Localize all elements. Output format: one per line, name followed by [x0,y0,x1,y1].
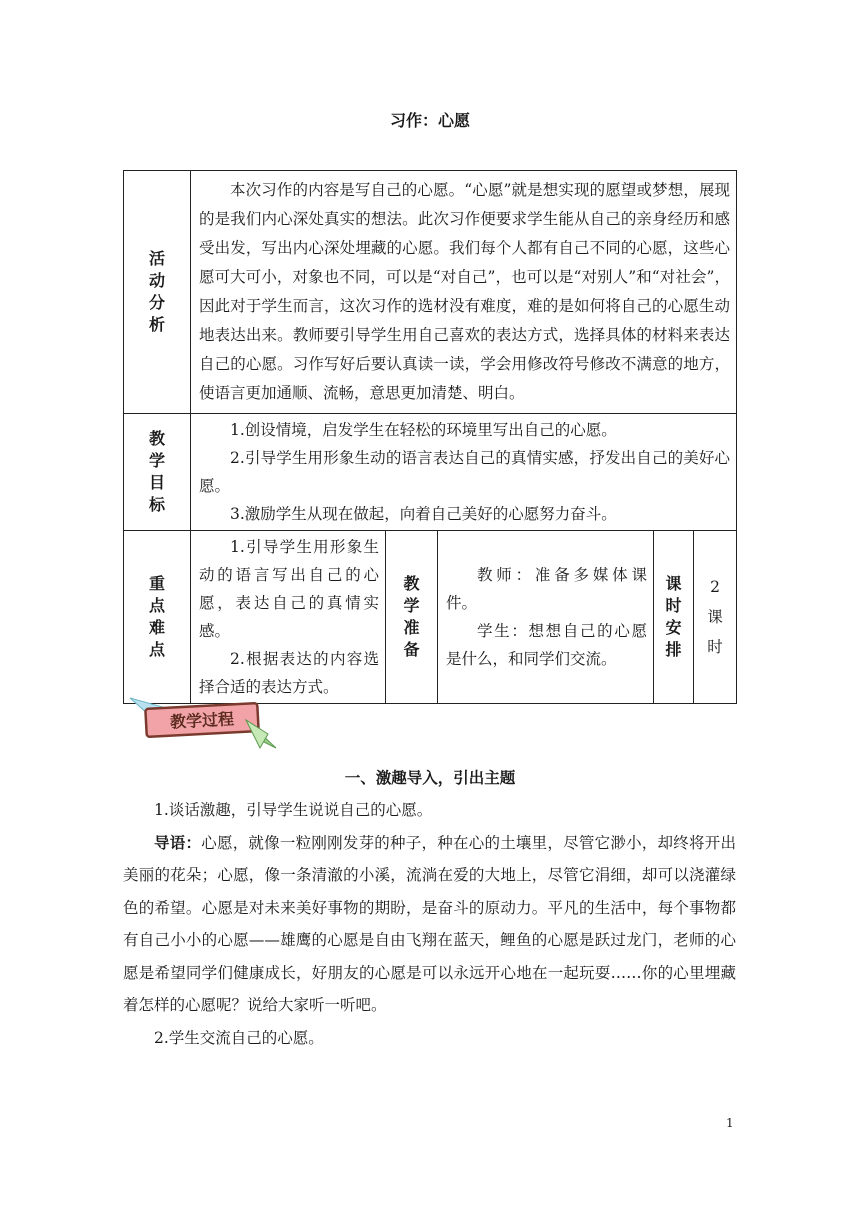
paragraph: 导语：心愿，就像一粒刚刚发芽的种子，种在心的土壤里，尽管它渺小，却终将开出美丽的花朵；心愿，像一条清澈的小溪，流淌在爱的大地上，尽管它涓细，却可以浇灌绿色的希望。心愿是对未来美好事物的期盼，是奋斗的原动力。平凡的生活中，每个事物都有自己小小的心愿——雄鹰的心愿是自由飞翔在蓝天，鲤鱼的心愿是跃过龙门，老师的心愿是希望同学们健康成长，好朋友的心愿是可以永远开心地在一起玩耍……你的心里埋藏着怎样的心愿呢？说给大家听一听吧。 [123,833,736,1014]
lesson-plan-table [123,170,737,704]
schedule-label: 课 时 安 排 [654,531,694,704]
schedule-value: 2 课 时 [694,531,737,704]
key-point-item: 2.根据表达的内容选择合适的表达方式。 [199,650,379,696]
goal-item: 3.激励学生从现在做起，向着自己美好的心愿努力奋斗。 [230,505,617,523]
lead-label: 导语： [154,833,202,852]
preparation [438,531,654,704]
prep-item: 学生：想想自己的心愿是什么，和同学们交流。 [446,622,647,668]
activity-analysis-label: 活 动 分 析 [124,171,191,414]
page-number: 1 [726,1116,734,1130]
paragraph: 2.学生交流自己的心愿。 [154,1028,324,1047]
teaching-goals [191,414,737,531]
activity-analysis-text: 本次习作的内容是写自己的心愿。“心愿”就是想实现的愿望或梦想，展现的是我们内心深处真实的想法。此次习作便要求学生能从自己的亲身经历和感受出发，写出内心深处埋藏的心愿。我们每个人都有自己不同的心愿，这些心愿可大可小，对象也不同，可以是“对自己”，也可以是“对别人”和“对社会”，因此对于学生而言，这次习作的选材没有难度，难的是如何将自己的心愿生动地表达出来。教师要引导学生用自己喜欢的表达方式，选择具体的材料来表达自己的心愿。习作写好后要认真读一读，学会用修改符号修改不满意的地方，使语言更加通顺、流畅，意思更加清楚、明白。 [191,171,737,414]
preparation-label: 教 学 准 备 [386,531,438,704]
goal-item: 1.创设情境，启发学生在轻松的环境里写出自己的心愿。 [230,421,617,439]
paragraph: 1.谈话激趣，引导学生说说自己的心愿。 [154,801,433,819]
body-text [123,794,736,1054]
page-title: 习作：心愿 [389,111,470,130]
key-points [191,531,386,704]
key-points-label: 重 点 难 点 [124,531,191,704]
prep-item: 教师：准备多媒体课件。 [446,566,647,612]
goal-item: 2.引导学生用形象生动的语言表达自己的真情实感，抒发出自己的美好心愿。 [199,449,731,495]
teaching-goals-label: 教 学 目 标 [124,414,191,531]
key-point-item: 1.引导学生用形象生动的语言写出自己的心愿，表达自己的真情实感。 [199,538,379,640]
svg-text:教学过程: 教学过程 [169,709,235,732]
section-heading: 一、激趣导入，引出主题 [344,769,516,787]
teaching-process-banner [128,690,278,752]
